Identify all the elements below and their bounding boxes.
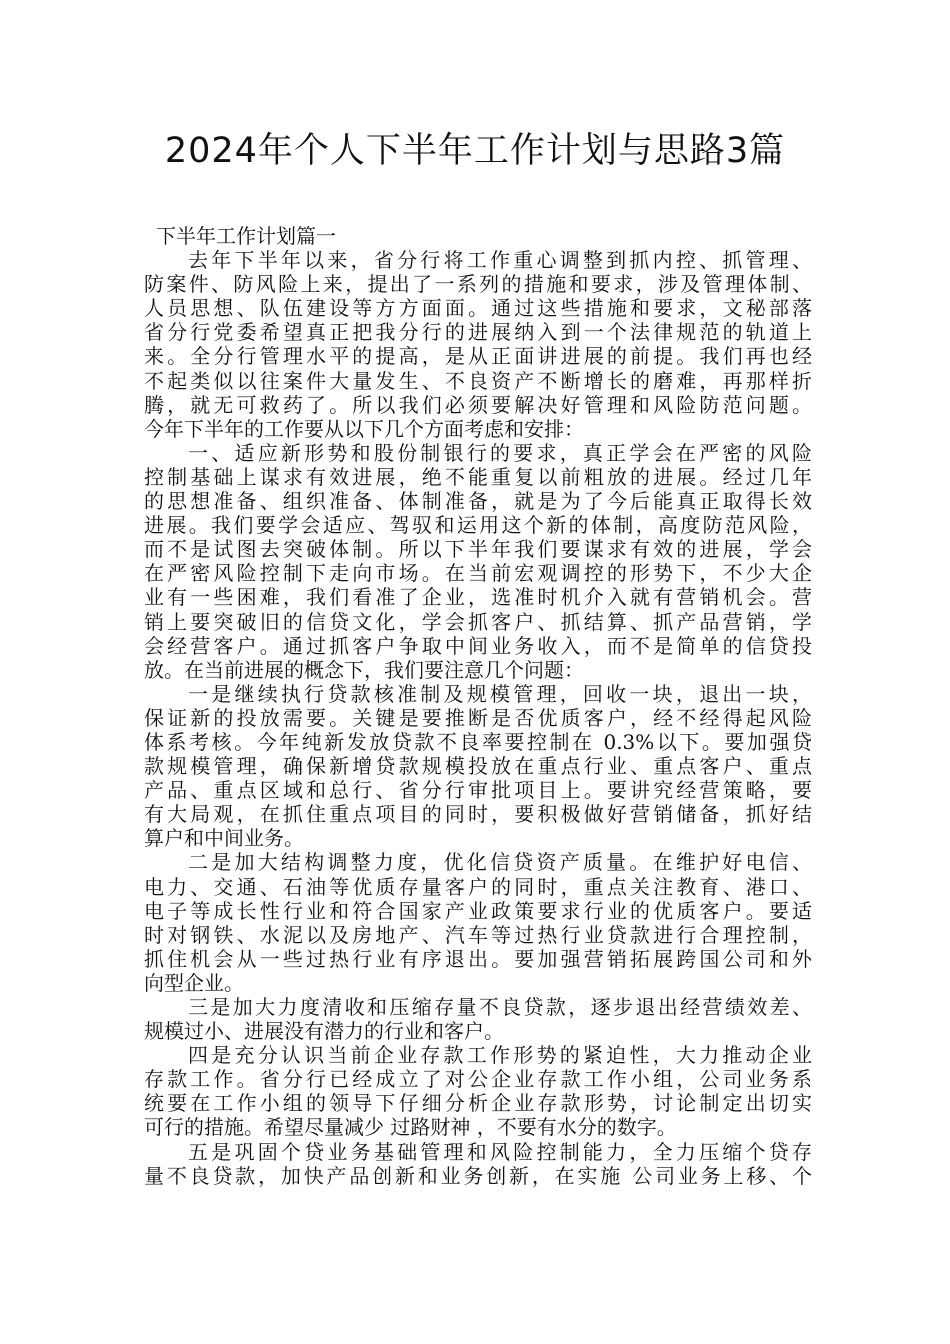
paragraph-line: 电力、交通、石油等优质存量客户的同时，重点关注教育、港口、 bbox=[144, 874, 812, 899]
paragraph-line: 时对钢铁、水泥以及房地产、汽车等过热行业贷款进行合理控制， bbox=[144, 922, 812, 947]
paragraph bbox=[144, 1140, 812, 1188]
paragraph-line: 向型企业。 bbox=[144, 970, 244, 995]
paragraph-list bbox=[144, 248, 812, 1188]
paragraph-line: 存款工作。省分行已经成立了对公企业存款工作小组，公司业务系 bbox=[144, 1067, 812, 1092]
section-heading: 下半年工作计划篇一 bbox=[156, 224, 336, 248]
paragraph-line: 防案件、防风险上来，提出了一系列的措施和要求，涉及管理体制、 bbox=[144, 272, 812, 297]
paragraph bbox=[144, 850, 812, 995]
paragraph bbox=[144, 1043, 812, 1139]
paragraph-line: 款规模管理，确保新增贷款规模投放在重点行业、重点客户、重点 bbox=[144, 754, 812, 779]
paragraph-line: 腾，就无可救药了。所以我们必须要解决好管理和风险防范问题。 bbox=[144, 392, 812, 417]
paragraph-line: 保证新的投放需要。关键是要推断是否优质客户，经不经得起风险 bbox=[144, 705, 812, 730]
paragraph-line: 控制基础上谋求有效进展，绝不能重复以前粗放的进展。经过几年 bbox=[144, 464, 812, 489]
paragraph-line: 电子等成长性行业和符合国家产业政策要求行业的优质客户。要适 bbox=[144, 898, 812, 923]
paragraph-line: 不起类似以往案件大量发生、不良资产不断增长的磨难，再那样折 bbox=[144, 368, 812, 393]
paragraph-line: 放。在当前进展的概念下，我们要注意几个问题： bbox=[144, 657, 584, 682]
paragraph-line: 在严密风险控制下走向市场。在当前宏观调控的形势下，不少大企 bbox=[144, 561, 812, 586]
paragraph-line: 量不良贷款，加快产品创新和业务创新，在实施 公司业务上移、个 bbox=[144, 1163, 812, 1188]
paragraph-line: 四是充分认识当前企业存款工作形势的紧迫性，大力推动企业 bbox=[188, 1043, 812, 1068]
paragraph-line: 今年下半年的工作要从以下几个方面考虑和安排： bbox=[144, 416, 584, 441]
paragraph-line: 二是加大结构调整力度，优化信贷资产质量。在维护好电信、 bbox=[188, 850, 812, 875]
paragraph-line: 省分行党委希望真正把我分行的进展纳入到一个法律规范的轨道上 bbox=[144, 320, 812, 345]
paragraph bbox=[144, 248, 812, 441]
paragraph-line: 有大局观，在抓住重点项目的同时，要积极做好营销储备，抓好结 bbox=[144, 802, 812, 827]
paragraph-line: 规模过小、进展没有潜力的行业和客户。 bbox=[144, 1019, 504, 1044]
paragraph-line: 来。全分行管理水平的提高，是从正面讲进展的前提。我们再也经 bbox=[144, 344, 812, 369]
paragraph-line: 可行的措施。希望尽量减少 过路财神 ，不要有水分的数字。 bbox=[144, 1115, 677, 1140]
paragraph-line: 业有一些困难，我们看准了企业，选准时机介入就有营销机会。营 bbox=[144, 585, 812, 610]
paragraph-line: 三是加大力度清收和压缩存量不良贷款，逐步退出经营绩效差、 bbox=[188, 995, 812, 1019]
paragraph-line: 一、适应新形势和股份制银行的要求，真正学会在严密的风险 bbox=[188, 440, 812, 465]
paragraph-line: 体系考核。今年纯新发放贷款不良率要控制在 0.3%以下。要加强贷 bbox=[144, 729, 812, 754]
paragraph-line: 会经营客户。通过抓客户争取中间业务收入，而不是简单的信贷投 bbox=[144, 633, 812, 658]
paragraph-line: 统要在工作小组的领导下仔细分析企业存款形势，讨论制定出切实 bbox=[144, 1091, 812, 1116]
paragraph-line: 而不是试图去突破体制。所以下半年我们要谋求有效的进展，学会 bbox=[144, 537, 812, 562]
paragraph bbox=[144, 682, 812, 851]
paragraph-line: 人员思想、队伍建设等方方面面。通过这些措施和要求，文秘部落 bbox=[144, 296, 812, 321]
paragraph-line: 去年下半年以来，省分行将工作重心调整到抓内控、抓管理、 bbox=[188, 248, 812, 273]
paragraph-line: 一是继续执行贷款核准制及规模管理，回收一块，退出一块， bbox=[188, 681, 812, 706]
paragraph-line: 产品、重点区域和总行、省分行审批项目上。要讲究经营策略，要 bbox=[144, 778, 812, 803]
paragraph-line: 抓住机会从一些过热行业有序退出。要加强营销拓展跨国公司和外 bbox=[144, 946, 812, 971]
paragraph-line: 进展。我们要学会适应、驾驭和运用这个新的体制，高度防范风险， bbox=[144, 513, 812, 538]
paragraph-line: 五是巩固个贷业务基础管理和风险控制能力，全力压缩个贷存 bbox=[188, 1139, 812, 1164]
paragraph-line: 销上要突破旧的信贷文化，学会抓客户、抓结算、抓产品营销，学 bbox=[144, 609, 812, 634]
paragraph bbox=[144, 995, 812, 1043]
paragraph-line: 算户和中间业务。 bbox=[144, 826, 304, 851]
paragraph-line: 的思想准备、组织准备、体制准备，就是为了今后能真正取得长效 bbox=[144, 489, 812, 514]
document-title: 2024年个人下半年工作计划与思路3篇 bbox=[164, 131, 786, 171]
paragraph bbox=[144, 441, 812, 682]
document-body bbox=[144, 224, 812, 1188]
